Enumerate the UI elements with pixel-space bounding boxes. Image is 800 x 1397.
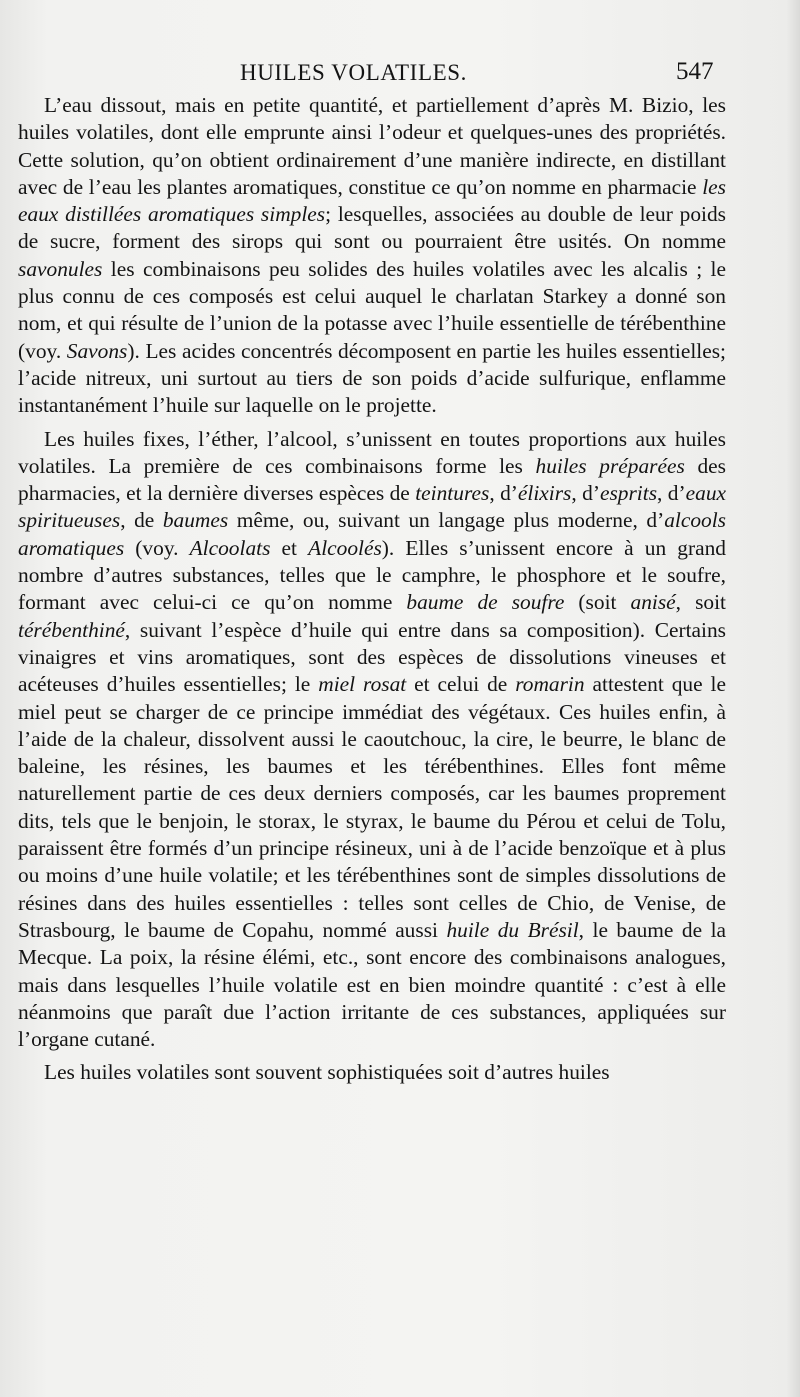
text-run: même, ou, suivant un langage plus moderne, d’ (228, 508, 665, 533)
italic-term: élixirs (517, 481, 572, 506)
italic-term: miel rosat (318, 672, 407, 697)
text-run: (soit (564, 590, 631, 615)
italic-term: les eaux distillées aromatiques simples (18, 174, 726, 227)
body-text (18, 92, 726, 1087)
text-run: ; lesquelles, associées au double de leur poids de sucre, forment des sirops qui sont ou pourraient être usités. On nomme (18, 202, 726, 254)
paragraph (18, 426, 726, 1054)
italic-term: térébenthiné (18, 617, 125, 642)
text-run: , suivant l’espèce d’huile qui entre dans sa composition). Certains vinaigres et vins aromatiques, sont des espèces de dissolutions vineuses et acéteuses d’huiles essentielles; le (18, 617, 726, 697)
text-run: L’eau dissout, mais en petite quantité, et partiellement d’après M. Bizio, les huiles volatiles, dont elle emprunte ainsi l’odeur et quelques-unes des propriétés. Cette solution, qu’on obtient ordinairement d’une manière indirecte, en distillant avec de l’eau les plantes aromatiques, constitue ce qu’on nomme en pharmacie (18, 93, 726, 199)
italic-term: baumes (162, 508, 229, 533)
italic-term: anisé (630, 590, 676, 615)
text-run: (voy. (124, 535, 190, 560)
text-run: ). Elles s’unissent encore à un grand nombre d’autres substances, telles que le camphre, le phosphore et le soufre, formant avec celui-ci ce qu’on nomme (18, 535, 726, 615)
text-run: , le baume de la Mecque. La poix, la résine élémi, etc., sont encore des combinaisons analogues, mais dans lesquelles l’huile volatile est en bien moindre quantité : c’est à elle néanmoins que paraît due l’action irritante de ces substances, appliquées sur l’organe cutané. (18, 917, 727, 1052)
text-run: des pharmacies, et la dernière diverses espèces de (18, 453, 726, 506)
page-edge-shadow (786, 0, 800, 1397)
italic-term: Alcoolats (189, 535, 271, 560)
text-run: et celui de (406, 672, 516, 697)
italic-term: Savons (66, 338, 128, 363)
text-run: , de (120, 508, 163, 533)
paragraph (18, 1059, 726, 1086)
italic-term: huile du Brésil (446, 917, 579, 942)
italic-term: Alcoolés (308, 535, 382, 560)
running-title: HUILES VOLATILES. (240, 60, 467, 85)
text-run: les combinaisons peu solides des huiles volatiles avec les alcalis ; le plus connu de ces composés est celui auquel le charlatan Starkey a donné son nom, et qui résulte de l’union de la potasse avec l’huile essentielle de térébenthine (voy. (18, 256, 726, 363)
italic-term: savonules (18, 256, 103, 281)
page-number: 547 (676, 58, 714, 85)
italic-term: baume de soufre (406, 590, 565, 615)
italic-term: huiles préparées (535, 453, 685, 478)
text-run: Les huiles fixes, l’éther, l’alcool, s’unissent en toutes proportions aux huiles volatiles. La première de ces combinaisons forme les (18, 426, 726, 478)
text-run: ). Les acides concentrés décomposent en partie les huiles essentielles; l’acide nitreux, uni surtout au tiers de son poids d’acide sulfurique, enflamme instantanément l’huile sur laquelle on le projette. (18, 338, 727, 418)
text-run: Les huiles volatiles sont souvent sophistiquées soit d’autres huiles (44, 1060, 610, 1085)
text-run: , soit (675, 590, 726, 615)
italic-term: esprits (599, 481, 658, 506)
italic-term: teintures (415, 481, 490, 506)
italic-term: romarin (515, 672, 585, 697)
italic-term: eaux spiritueuses (18, 481, 727, 533)
text-run: , d’ (489, 481, 518, 506)
text-run: et (270, 535, 309, 560)
italic-term: alcools aromatiques (18, 508, 726, 560)
page-header (0, 58, 800, 92)
paragraph (18, 92, 726, 420)
text-run: , d’ (571, 481, 600, 506)
text-run: , d’ (657, 481, 686, 506)
text-run: attestent que le miel peut se charger de ce principe immédiat des végétaux. Ces huiles enfin, à l’aide de la chaleur, dissolvent aussi le caoutchouc, la cire, le beurre, le blanc de baleine, les résines, les baumes et les térébenthines. Elles font même naturellement partie de ces deux derniers composés, car les baumes proprement dits, tels que le benjoin, le storax, le styrax, le baume du Pérou et celui de Tolu, paraissent être formés d’un principe résineux, uni à de l’acide benzoïque et à plus ou moins d’une huile volatile; et les térébenthines sont de simples dissolutions de résines dans des huiles essentielles : telles sont celles de Chio, de Venise, de Strasbourg, le baume de Copahu, nommé aussi (18, 672, 726, 942)
